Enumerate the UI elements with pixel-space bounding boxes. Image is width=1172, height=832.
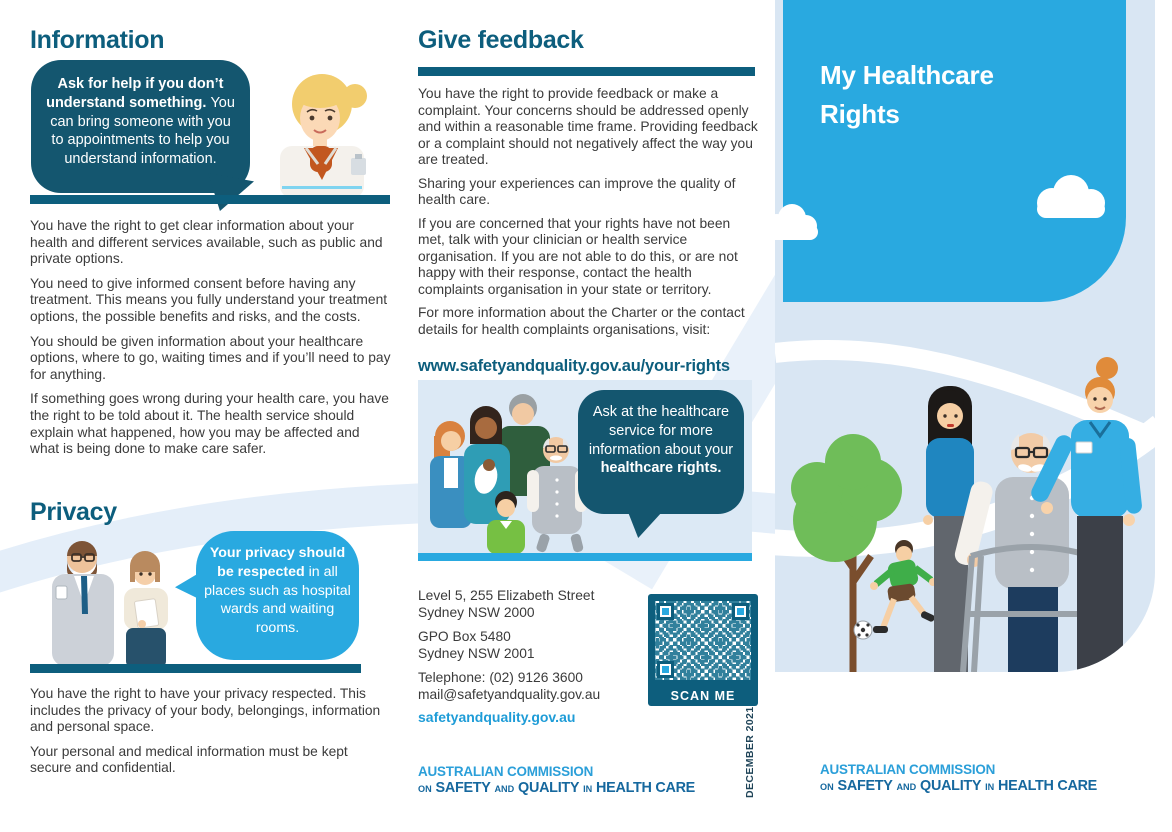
cover-panel	[775, 0, 1155, 672]
family-illustration	[426, 386, 591, 554]
cover-illustration	[775, 330, 1155, 672]
phone-number: Telephone: (02) 9126 3600	[418, 669, 583, 685]
feedback-paragraph: Sharing your experiences can improve the quality of health care.	[418, 175, 736, 207]
cloud-icon	[775, 204, 818, 240]
qr-finder-icon	[657, 661, 674, 678]
ask-bubble-bold-text: healthcare rights.	[600, 460, 722, 477]
cover-title-line2: Rights	[820, 99, 900, 129]
publication-date: DECEMBER 2021	[744, 706, 756, 798]
qr-finder-icon	[732, 603, 749, 620]
privacy-bubble-text: in all places such as hospital wards and waiting rooms.	[204, 563, 351, 637]
email-address[interactable]: mail@safetyandquality.gov.au	[418, 687, 601, 703]
feedback-paragraph: If you are concerned that your rights have not been met, talk with your clinician or health service organisation. If you are not able to do this, or are not happy with their response, contact the health complaints organisation in your state or territory.	[418, 215, 738, 297]
commission-logo	[820, 761, 1101, 794]
ask-service-speech-bubble	[578, 390, 744, 514]
ask-bubble-tail	[628, 512, 662, 538]
contact-block	[418, 587, 600, 727]
logo-word-healthcare: HEALTH CARE	[596, 779, 696, 796]
po-box-line: GPO Box 5480	[418, 628, 511, 644]
your-rights-link[interactable]: www.safetyandquality.gov.au/your-rights	[418, 357, 730, 375]
privacy-paragraph: Your personal and medical information must be kept secure and confidential.	[30, 743, 348, 776]
logo-word-quality: QUALITY	[518, 779, 580, 796]
clouds-decoration	[775, 0, 1155, 302]
privacy-bubble-bold-text: Your privacy should be respected	[209, 545, 346, 580]
privacy-paragraph: You have the right to have your privacy respected. This includes the privacy of your body, belongings, information and personal space.	[30, 686, 381, 735]
image-block-accent-bar	[418, 553, 752, 561]
qr-finder-icon	[657, 603, 674, 620]
feedback-paragraphs	[418, 86, 758, 338]
info-paragraph: You need to give informed consent before having any treatment. This means you fully understand your treatment options, the possible benefits and risks, and the costs.	[30, 275, 388, 324]
feedback-paragraph: For more information about the Charter or the contact details for health complaints organisations, visit:	[418, 305, 745, 337]
info-heading: Information	[30, 26, 165, 54]
logo-word-on: ON	[418, 784, 432, 795]
info-speech-bubble	[31, 60, 250, 193]
logo-line2	[820, 777, 1101, 794]
privacy-heading: Privacy	[30, 498, 117, 526]
qr-scan-me-label: SCAN ME	[670, 689, 736, 703]
privacy-divider-bar	[30, 664, 361, 673]
info-paragraphs	[30, 218, 392, 466]
feedback-paragraph: You have the right to provide feedback or make a complaint. Your concerns should be addressed openly and within a reasonable time frame. Providing feedback or a complaint should not negatively affect the way you are treated.	[418, 86, 758, 167]
website-link[interactable]: safetyandquality.gov.au	[418, 709, 576, 726]
privacy-speech-bubble	[196, 531, 359, 660]
commission-logo	[418, 763, 699, 796]
info-paragraph: You have the right to get clear information about your health and different services available, such as public and private options.	[30, 218, 383, 267]
receptionist-illustration	[252, 68, 392, 198]
address-line: Sydney NSW 2000	[418, 605, 535, 621]
logo-word-in: IN	[985, 782, 995, 793]
info-paragraph: If something goes wrong during your health care, you have the right to be told about it. The health service should explain what happened, how you may be affected and what is being done to make care safer.	[30, 391, 389, 457]
info-paragraph: You should be given information about your healthcare options, where to go, waiting times and if you’ll need to pay for anything.	[30, 333, 391, 382]
logo-word-healthcare: HEALTH CARE	[998, 777, 1098, 794]
logo-line1: AUSTRALIAN COMMISSION	[820, 761, 996, 777]
logo-word-on: ON	[820, 782, 834, 793]
family-image-block	[418, 380, 752, 561]
qr-pattern	[655, 601, 751, 680]
feedback-heading: Give feedback	[418, 26, 584, 54]
privacy-paragraphs	[30, 686, 392, 785]
cover-title-line1: My Healthcare	[820, 60, 994, 90]
info-divider-bar	[30, 195, 390, 204]
logo-word-in: IN	[583, 784, 593, 795]
po-box-line: Sydney NSW 2001	[418, 646, 535, 662]
logo-line2	[418, 779, 699, 796]
cloud-icon	[1037, 175, 1105, 218]
qr-code	[648, 594, 758, 706]
logo-word-safety: SAFETY	[837, 777, 893, 794]
ask-bubble-text: Ask at the healthcare service for more information about your	[588, 404, 734, 458]
info-bubble-bold-text: Ask for help if you don’t understand something.	[46, 76, 224, 111]
info-bubble-text: You can bring someone with you to appointments to help you understand information.	[50, 94, 235, 168]
privacy-illustration	[30, 532, 205, 668]
logo-word-and: AND	[896, 782, 917, 793]
logo-word-quality: QUALITY	[920, 777, 982, 794]
logo-line1: AUSTRALIAN COMMISSION	[418, 763, 594, 779]
logo-word-and: AND	[494, 784, 515, 795]
feedback-divider-bar	[418, 67, 755, 76]
logo-word-safety: SAFETY	[435, 779, 491, 796]
address-line: Level 5, 255 Elizabeth Street	[418, 588, 595, 603]
